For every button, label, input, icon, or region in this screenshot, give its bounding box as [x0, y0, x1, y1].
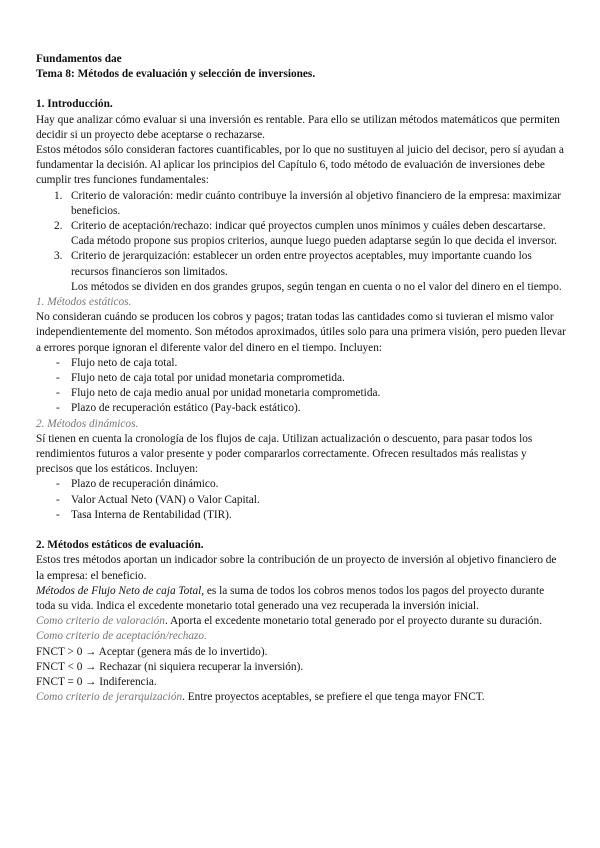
list-item-text: Valor Actual Neto (VAN) o Valor Capital. [71, 493, 260, 506]
list-item [36, 371, 566, 386]
list-item [36, 493, 566, 508]
static-methods-label: 1. Métodos estáticos. [36, 296, 132, 309]
ranking-criterion-label: Como criterio de jerarquización [36, 691, 183, 704]
list-item-text: Tasa Interna de Rentabilidad (TIR). [71, 508, 232, 521]
list-number: 2. [54, 220, 63, 233]
topic-title: Tema 8: Métodos de evaluación y selección de inversiones. [36, 68, 316, 81]
list-item-text: Plazo de recuperación dinámico. [71, 478, 219, 491]
ranking-criterion [36, 690, 566, 705]
acceptance-rule-accept: FNCT > 0 → Aceptar (genera más de lo invertido). [36, 645, 268, 658]
list-number: 3. [54, 250, 63, 263]
section-2-paragraph-2 [36, 584, 566, 614]
list-item-text: Plazo de recuperación estático (Pay-back estático). [71, 402, 301, 415]
intro-paragraph-2: Estos métodos sólo consideran factores cuantificables, por lo que no sustituyen al juicio del decisor, pero sí ayudan a fundamentar la decisión. Al aplicar los principios del Capítulo 6, todo método de evaluación de inversiones debe cumplir tres funciones fundamentales: [36, 144, 564, 187]
dash-bullet: - [56, 372, 60, 385]
ranking-criterion-text: . Entre proyectos aceptables, se prefiere el que tenga mayor FNCT. [182, 691, 485, 704]
valuation-criterion [36, 614, 566, 629]
dash-bullet: - [56, 493, 60, 506]
list-item-text: Flujo neto de caja total por unidad monetaria comprometida. [71, 372, 345, 385]
functions-list [36, 189, 566, 295]
intro-paragraph-1: Hay que analizar cómo evaluar si una inversión es rentable. Para ello se utilizan métodos matemáticos que permiten decidir si un proyecto debe aceptarse o rechazarse. [36, 113, 560, 141]
document-content [36, 52, 566, 705]
dynamic-methods-list [36, 477, 566, 523]
valuation-criterion-label: Como criterio de valoración [36, 615, 165, 628]
list-item-text: Criterio de valoración: medir cuánto contribuye la inversión al objetivo financiero de la empresa: maximizar beneficios. [71, 189, 561, 217]
list-item [36, 356, 566, 371]
list-item [36, 386, 566, 401]
fnct-method-name: Métodos de Flujo Neto de caja Total [36, 584, 202, 597]
list-item [36, 189, 566, 219]
list-item-extra-text: Los métodos se dividen en dos grandes grupos, según tengan en cuenta o no el valor del dinero en el tiempo. [71, 280, 562, 293]
dash-bullet: - [56, 402, 60, 415]
acceptance-criterion-text: . [204, 630, 207, 643]
valuation-criterion-text: . Aporta el excedente monetario total generado por el proyecto durante su duración. [164, 615, 543, 628]
section-2-paragraph-1: Estos tres métodos aportan un indicador sobre la contribución de un proyecto de inversión al objetivo financiero de la empresa: el beneficio. [36, 554, 557, 582]
acceptance-rule-indifference: FNCT = 0 → Indiferencia. [36, 675, 157, 688]
section-1-heading: 1. Introducción. [36, 98, 113, 111]
dash-bullet: - [56, 356, 60, 369]
course-title: Fundamentos dae [36, 53, 122, 65]
fnct-method-description: , es la suma de todos los cobros menos todos los pagos del proyecto durante toda su vida. Indica el excedente monetario total generado una vez recuperada la inversión inicial. [36, 584, 545, 612]
dynamic-methods-paragraph: Sí tienen en cuenta la cronología de los flujos de caja. Utilizan actualización o descuento, para pasar todos los rendimientos futuros a valor presente y poder compararlos correctamente. Ofrecen resultados más realistas y precisos que los estáticos. Incluyen: [36, 432, 533, 476]
list-item-text: Flujo neto de caja total. [71, 356, 178, 369]
dash-bullet: - [56, 508, 60, 521]
acceptance-criterion-label: Como criterio de aceptación/rechazo [36, 630, 205, 643]
dash-bullet: - [56, 478, 60, 491]
acceptance-rule-reject: FNCT < 0 → Rechazar (ni siquiera recuperar la inversión). [36, 660, 304, 673]
list-item [36, 219, 566, 249]
list-item-text: Flujo neto de caja medio anual por unidad monetaria comprometida. [71, 387, 381, 400]
acceptance-criterion [36, 629, 566, 644]
list-item-text: Criterio de jerarquización: establecer un orden entre proyectos aceptables, muy importante cuando los recursos financieros son limitados. [71, 250, 532, 278]
static-methods-paragraph: No consideran cuándo se producen los cobros y pagos; tratan todas las cantidades como si tuvieran el mismo valor independientemente del momento. Son métodos aproximados, útiles solo para una primera visión, pero pueden llevar a errores porque ignoran el diferente valor del dinero en el tiempo. Incluyen: [36, 311, 566, 354]
list-item [36, 249, 566, 295]
section-2-heading: 2. Métodos estáticos de evaluación. [36, 539, 204, 552]
list-item [36, 477, 566, 492]
dash-bullet: - [56, 387, 60, 400]
list-item [36, 508, 566, 523]
list-item-text: Criterio de aceptación/rechazo: indicar qué proyectos cumplen unos mínimos y cuáles deben descartarse. Cada método propone sus propios criterios, aunque luego pueden adaptarse según lo que decida el inversor. [71, 220, 557, 248]
list-number: 1. [54, 189, 63, 202]
static-methods-list [36, 356, 566, 417]
list-item [36, 401, 566, 416]
dynamic-methods-label: 2. Métodos dinámicos. [36, 417, 139, 430]
